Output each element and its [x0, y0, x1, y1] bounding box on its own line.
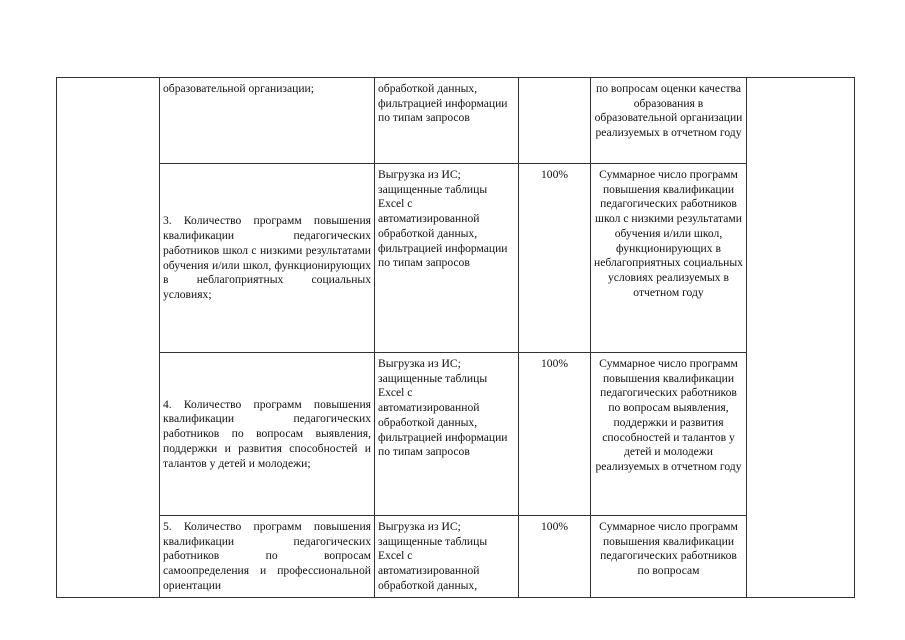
method-cell: по вопросам оценки качества образования в образовательной организации реализуемых в отчетном году	[591, 78, 747, 164]
table-row	[57, 78, 855, 164]
value-cell: 100%	[519, 516, 591, 598]
indicator-cell: 4. Количество программ повышения квалификации педагогических работников по вопросам выявления, поддержки и развития способностей и талантов у детей и молодежи;	[160, 353, 375, 516]
table-row	[57, 164, 855, 353]
table-row	[57, 516, 855, 598]
row-group-cell	[57, 78, 160, 598]
method-cell: Суммарное число программ повышения квалификации педагогических работников по вопросам выявления, поддержки и развития способностей и талантов у детей и молодежи реализуемых в отчетном году	[591, 353, 747, 516]
source-cell: Выгрузка из ИС; защищенные таблицы Excel с автоматизированной обработкой данных, фильтрацией информации по типам запросов	[375, 164, 519, 353]
table-row	[57, 353, 855, 516]
indicator-cell: 3. Количество программ повышения квалификации педагогических работников школ с низкими результатами обучения и/или школ, функционирующих в неблагоприятных социальных условиях;	[160, 164, 375, 353]
indicators-table	[56, 77, 855, 598]
indicator-cell: образовательной организации;	[160, 78, 375, 164]
value-cell: 100%	[519, 353, 591, 516]
method-cell: Суммарное число программ повышения квалификации педагогических работников школ с низкими результатами обучения и/или школ, функционирующих в неблагоприятных социальных условиях реализуемых в отчетном году	[591, 164, 747, 353]
value-cell: 100%	[519, 164, 591, 353]
indicator-cell: 5. Количество программ повышения квалификации педагогических работников по вопросам самоопределения и профессиональной ориентации	[160, 516, 375, 598]
source-cell: Выгрузка из ИС; защищенные таблицы Excel с автоматизированной обработкой данных,	[375, 516, 519, 598]
notes-cell	[747, 78, 855, 598]
value-cell	[519, 78, 591, 164]
source-cell: Выгрузка из ИС; защищенные таблицы Excel с автоматизированной обработкой данных, фильтрацией информации по типам запросов	[375, 353, 519, 516]
method-cell: Суммарное число программ повышения квалификации педагогических работников по вопросам	[591, 516, 747, 598]
source-cell: обработкой данных, фильтрацией информации по типам запросов	[375, 78, 519, 164]
